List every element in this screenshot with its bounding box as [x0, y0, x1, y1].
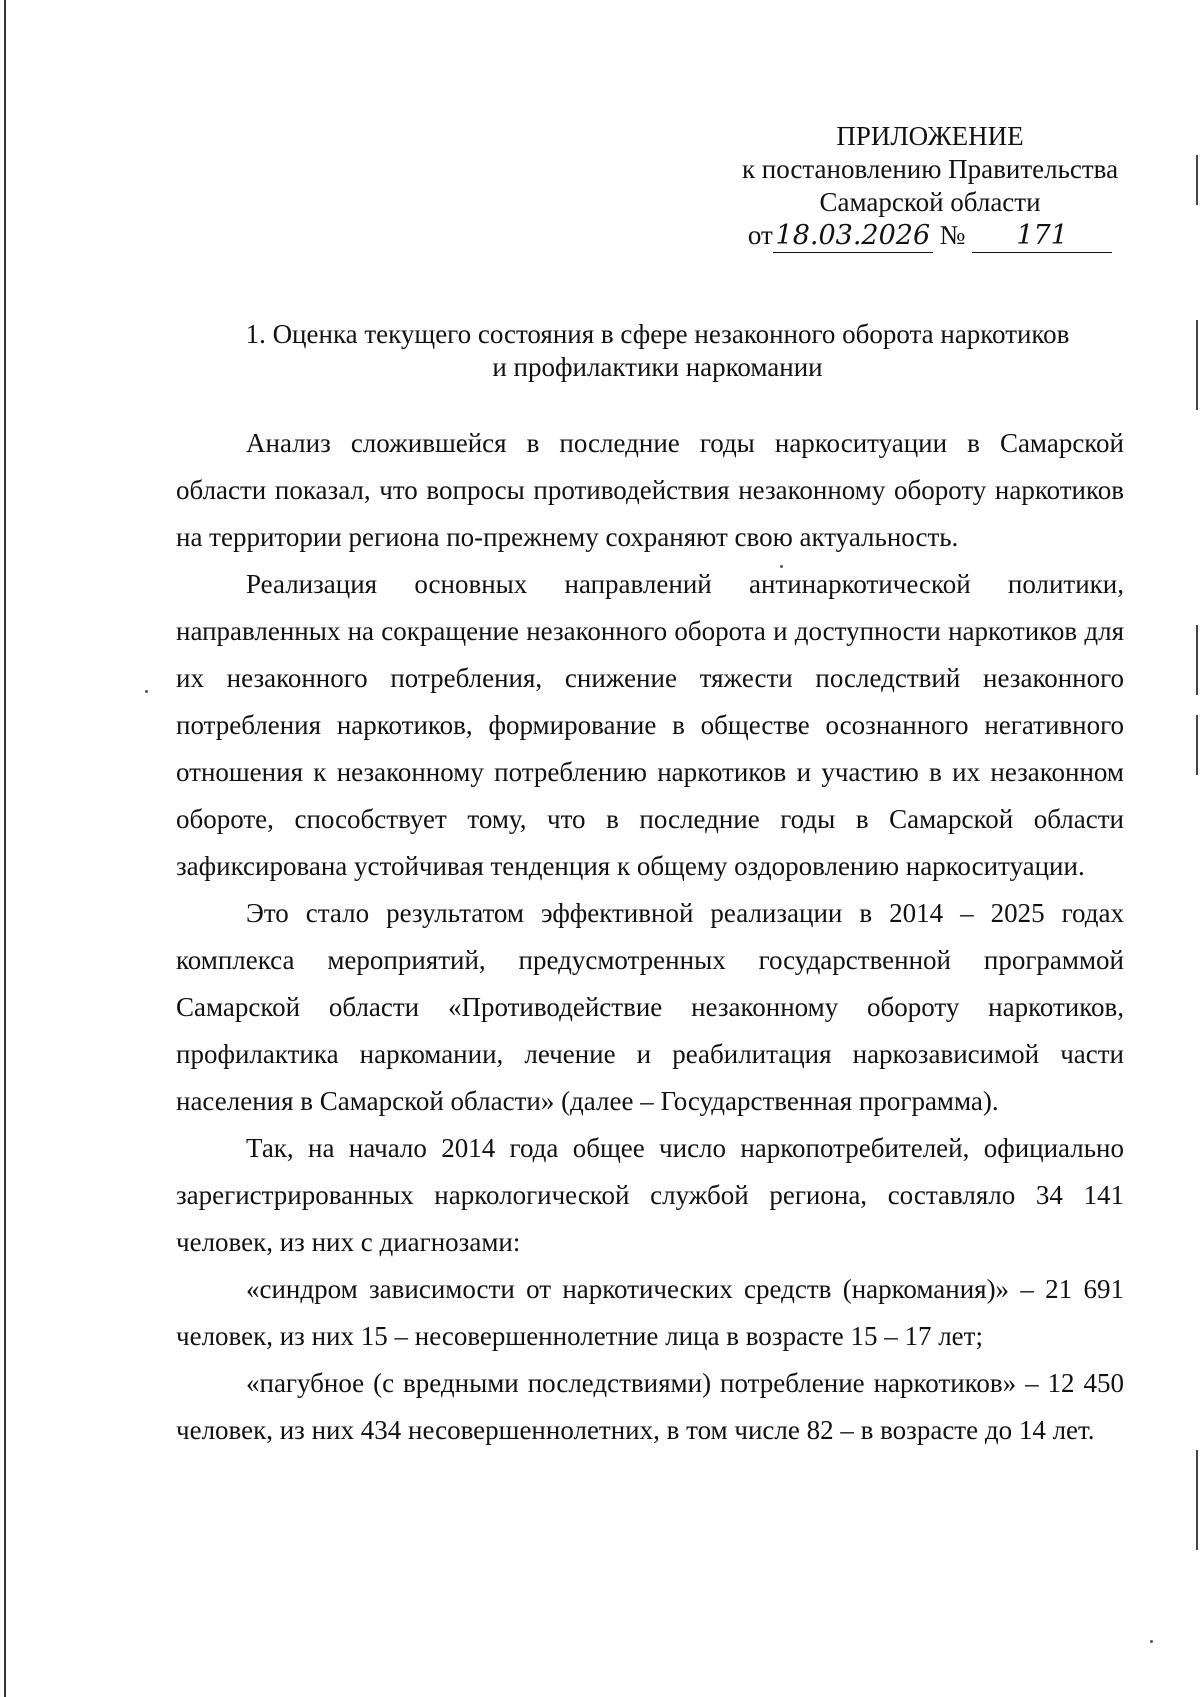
- scan-left-edge: [4, 0, 6, 1697]
- handwritten-date: 18.03.2026: [773, 219, 933, 253]
- header-line-2: Самарской области: [819, 187, 1041, 217]
- paragraph: Реализация основных направлений антинаркотической политики, направленных на сокращение незаконного оборота и доступности наркотиков для их незаконного потребления, снижение тяжести последствий незаконного потребления наркотиков, формирование в обществе осознанного негативного отношения к незаконному потреблению наркотиков и участию в их незаконном обороте, способствует тому, что в последние годы в Самарской области зафиксирована устойчивая тенденция к общему оздоровлению наркоситуации.: [176, 569, 1124, 881]
- section-title-line-2: и профилактики наркомании: [492, 352, 823, 382]
- body-text: [176, 420, 1124, 1454]
- date-number-line: [700, 219, 1160, 253]
- paragraph: «пагубное (с вредными последствиями) потребление наркотиков» – 12 450 человек, из них 434 несовершеннолетних, в том числе 82 – в возрасте до 14 лет.: [176, 1368, 1124, 1445]
- scan-edge-mark: [1196, 320, 1198, 410]
- appendix-header: [700, 120, 1160, 253]
- handwritten-number: 171: [972, 219, 1112, 253]
- paragraph: «синдром зависимости от наркотических средств (наркомания)» – 21 691 человек, из них 15 – несовершеннолетние лица в возрасте 15 – 17 лет;: [176, 1274, 1124, 1351]
- section-title-line-1: 1. Оценка текущего состояния в сфере незаконного оборота наркотиков: [245, 319, 1070, 349]
- scan-speck: [145, 690, 148, 693]
- paragraph: Анализ сложившейся в последние годы наркоситуации в Самарской области показал, что вопросы противодействия незаконному обороту наркотиков на территории региона по-прежнему сохраняют свою актуальность.: [176, 428, 1124, 552]
- scan-speck: [1150, 1640, 1153, 1643]
- scan-edge-mark: [1196, 715, 1198, 775]
- paragraph: Так, на начало 2014 года общее число наркопотребителей, официально зарегистрированных наркологической службой региона, составляло 34 141 человек, из них с диагнозами:: [176, 1133, 1124, 1257]
- number-sign: №: [939, 220, 966, 250]
- header-line-1: к постановлению Правительства: [741, 154, 1119, 184]
- scan-edge-mark: [1196, 625, 1198, 695]
- date-prefix: от: [747, 220, 773, 250]
- scan-edge-mark: [1196, 155, 1198, 205]
- appendix-label: ПРИЛОЖЕНИЕ: [836, 121, 1024, 151]
- section-title: [175, 318, 1140, 384]
- paragraph: Это стало результатом эффективной реализации в 2014 – 2025 годах комплекса мероприятий, предусмотренных государственной программой Самарской области «Противодействие незаконному обороту наркотиков, профилактика наркомании, лечение и реабилитация наркозависимой части населения в Самарской области» (далее – Государственная программа).: [176, 898, 1124, 1116]
- scan-edge-mark: [1196, 1450, 1198, 1550]
